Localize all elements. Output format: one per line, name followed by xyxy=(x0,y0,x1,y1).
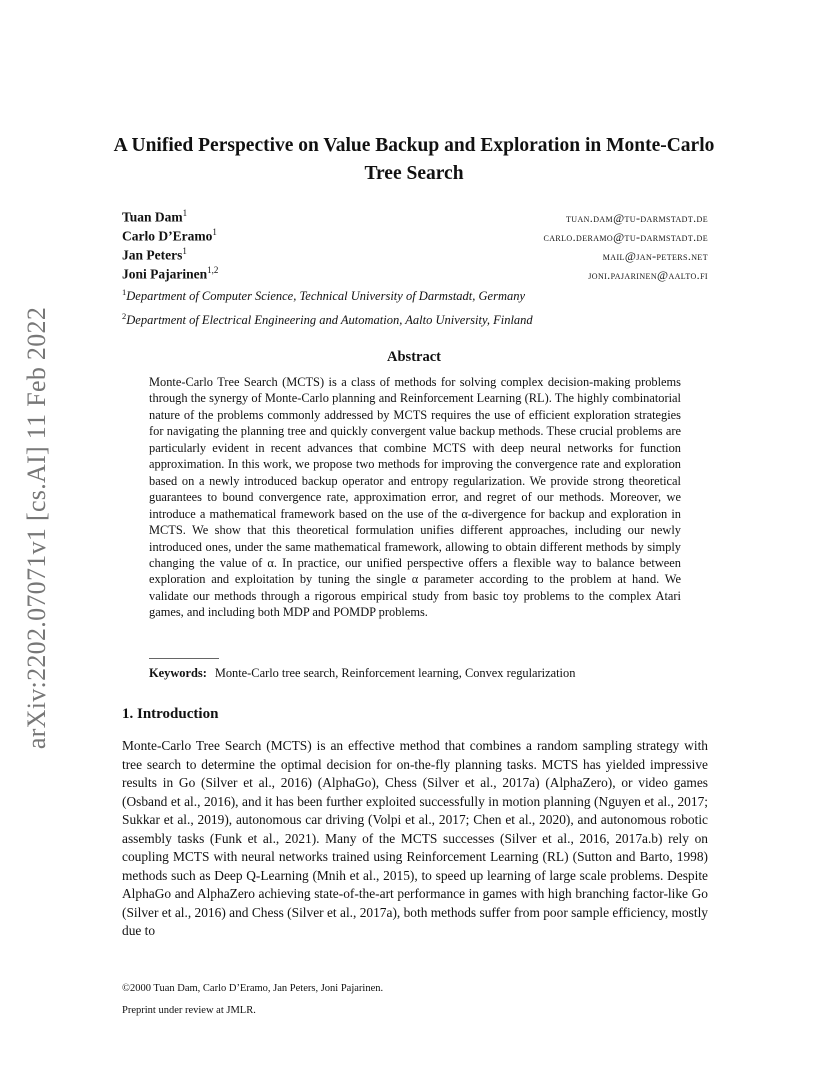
author-email: mail@jan-peters.net xyxy=(602,248,708,263)
author-row xyxy=(122,208,708,227)
footnotes xyxy=(122,982,708,1026)
affiliation: $^1$Department of Computer Science, Technical University of Darmstadt, Germany xyxy=(122,287,526,304)
keywords-label: Keywords: xyxy=(149,666,207,680)
author-name: Joni Pajarinen$^{1,2}$ xyxy=(122,265,219,282)
preprint-note: Preprint under review at JMLR. xyxy=(122,1005,256,1016)
abstract-heading: Abstract xyxy=(387,349,441,365)
affiliation: $^2$Department of Electrical Engineering and Automation, Aalto University, Finland xyxy=(122,311,533,328)
author-row xyxy=(122,227,708,246)
copyright-note: ©2000 Tuan Dam, Carlo D’Eramo, Jan Peters, Joni Pajarinen. xyxy=(122,983,384,994)
author-list xyxy=(122,208,708,284)
author-email: carlo.deramo@tu-darmstadt.de xyxy=(543,229,708,244)
affiliation-list xyxy=(122,282,722,330)
abstract-text: Monte-Carlo Tree Search (MCTS) is a class of methods for solving complex decision-making problems through the synergy of Monte-Carlo planning and Reinforcement Learning (RL). The highly combinatorial nature of the problems commonly addressed by MCTS requires the use of efficient exploration strategies for navigating the planning tree and quickly convergent value backup methods. These crucial problems are particularly evident in recent advances that combine MCTS with deep neural networks for function approximation. In this work, we propose two methods for improving the convergence rate and exploration based on a newly introduced backup operator and entropy regularization. We provide strong theoretical guarantees to bound convergence rate, approximation error, and regret of our methods. Moreover, we introduce a mathematical framework based on the use of the α-divergence for backup and exploration in MCTS. We show that this theoretical formulation unifies different approaches, including our newly introduced ones, under the same mathematical framework, allowing to obtain different methods by simply changing the value of α. In practice, our unified perspective offers a flexible way to balance between exploration and exploitation by tuning the single α parameter according to the problem at hand. We validate our methods through a rigorous empirical study from basic toy problems to the complex Atari games, and including both MDP and POMDP problems. xyxy=(149,375,681,620)
author-name: Jan Peters$^1$ xyxy=(122,246,187,263)
keywords-line xyxy=(149,666,575,681)
author-row xyxy=(122,246,708,265)
author-name: Tuan Dam$^1$ xyxy=(122,208,188,225)
author-email: tuan.dam@tu-darmstadt.de xyxy=(565,210,708,225)
introduction-text: Monte-Carlo Tree Search (MCTS) is an effective method that combines a random sampling strategy with tree search to determine the optimal decision for on-the-fly planning tasks. MCTS has yielded impressive results in Go (Silver et al., 2016) (AlphaGo), Chess (Silver et al., 2017a) (AlphaZero), or video games (Osband et al., 2016), and it has been further exploited successfully in motion planning (Nguyen et al., 2017; Sukkar et al., 2019), autonomous car driving (Volpi et al., 2017; Chen et al., 2020), and autonomous robotic assembly tasks (Funk et al., 2021). Many of the MCTS successes (Silver et al., 2016, 2017a.b) rely on coupling MCTS with neural networks trained using Reinforcement Learning (RL) (Sutton and Barto, 1998) methods such as Deep Q-Learning (Mnih et al., 2015), to speed up learning of large scale problems. Despite AlphaGo and AlphaZero achieving state-of-the-art performance in games with high branching factor-like Go (Silver et al., 2016) and Chess (Silver et al., 2017a), both methods suffer from poor sample efficiency, mostly due to xyxy=(122,738,708,938)
keywords-divider xyxy=(149,658,219,659)
author-email: joni.pajarinen@aalto.fi xyxy=(588,267,708,282)
arxiv-identifier xyxy=(22,296,52,760)
paper-title: A Unified Perspective on Value Backup and Exploration in Monte-Carlo Tree Search xyxy=(113,135,715,184)
arxiv-identifier-text: arXiv:2202.07071v1 [cs.AI] 11 Feb 2022 xyxy=(22,306,51,750)
author-name: Carlo D’Eramo$^1$ xyxy=(122,227,217,244)
section-heading: 1. Introduction xyxy=(122,706,219,722)
keywords-text: Monte-Carlo tree search, Reinforcement learning, Convex regularization xyxy=(214,666,576,680)
